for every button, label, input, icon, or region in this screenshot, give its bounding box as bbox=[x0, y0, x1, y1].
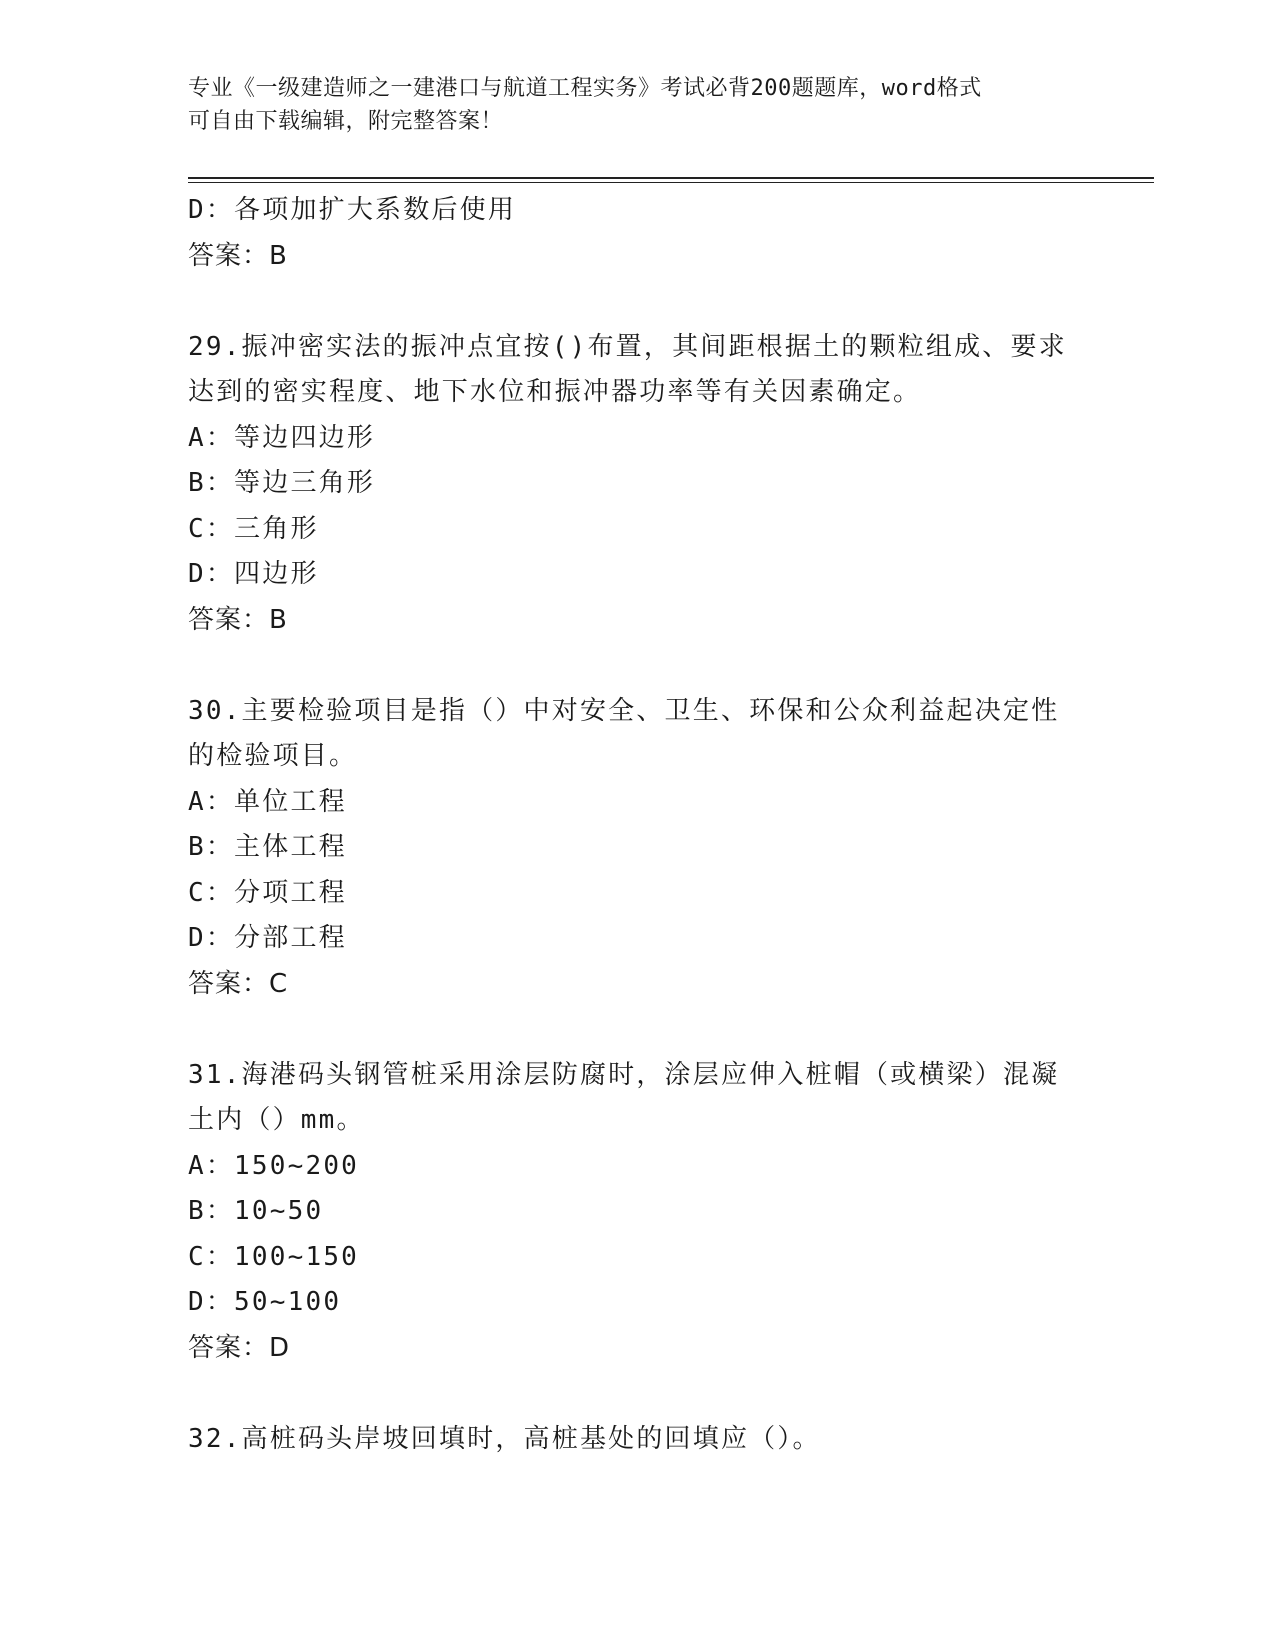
question-text-line-1: 30.主要检验项目是指（）中对安全、卫生、环保和公众利益起决定性 bbox=[188, 695, 1060, 726]
header-divider-thick bbox=[188, 177, 1154, 179]
answer-line: 答案：C bbox=[188, 968, 289, 999]
header-divider-thin bbox=[188, 182, 1154, 183]
answer-line: 答案：B bbox=[188, 604, 288, 635]
answer-line: 答案：D bbox=[188, 1332, 291, 1363]
spacer bbox=[188, 279, 1088, 325]
document-header bbox=[188, 72, 1068, 138]
question-29 bbox=[188, 325, 1088, 644]
option-d: D：分部工程 bbox=[188, 923, 347, 953]
question-text-line-2: 达到的密实程度、地下水位和振冲器功率等有关因素确定。 bbox=[188, 377, 922, 407]
previous-question-tail bbox=[188, 188, 1088, 279]
option-d: D：各项加扩大系数后使用 bbox=[188, 195, 517, 225]
question-text-line-2: 土内（）mm。 bbox=[188, 1105, 365, 1135]
question-content bbox=[188, 188, 1088, 1462]
option-d: D：50~100 bbox=[188, 1287, 342, 1317]
spacer bbox=[188, 643, 1088, 689]
question-32 bbox=[188, 1417, 1088, 1463]
question-text-line-1: 31.海港码头钢管桩采用涂层防腐时，涂层应伸入桩帽（或横梁）混凝 bbox=[188, 1059, 1060, 1090]
option-b: B：主体工程 bbox=[188, 832, 347, 862]
header-line-1: 专业《一级建造师之一建港口与航道工程实务》考试必背200题题库，word格式 bbox=[188, 76, 982, 101]
option-b: B：10~50 bbox=[188, 1196, 324, 1226]
option-a: A：等边四边形 bbox=[188, 422, 376, 453]
option-c: C：三角形 bbox=[188, 513, 319, 544]
spacer bbox=[188, 1007, 1088, 1053]
option-a: A：150~200 bbox=[188, 1150, 360, 1181]
question-text-line-2: 的检验项目。 bbox=[188, 741, 358, 771]
option-a: A：单位工程 bbox=[188, 786, 347, 817]
question-text-line-1: 32.高桩码头岸坡回填时，高桩基处的回填应（）。 bbox=[188, 1423, 821, 1454]
question-text-line-1: 29.振冲密实法的振冲点宜按()布置，其间距根据土的颗粒组成、要求 bbox=[188, 331, 1067, 362]
question-30 bbox=[188, 689, 1088, 1008]
header-line-2: 可自由下载编辑，附完整答案！ bbox=[188, 109, 504, 134]
answer-line: 答案：B bbox=[188, 240, 288, 271]
option-d: D：四边形 bbox=[188, 559, 319, 589]
spacer bbox=[188, 1371, 1088, 1417]
option-c: C：分项工程 bbox=[188, 877, 347, 908]
option-c: C：100~150 bbox=[188, 1241, 360, 1272]
option-b: B：等边三角形 bbox=[188, 468, 376, 498]
question-31 bbox=[188, 1053, 1088, 1372]
